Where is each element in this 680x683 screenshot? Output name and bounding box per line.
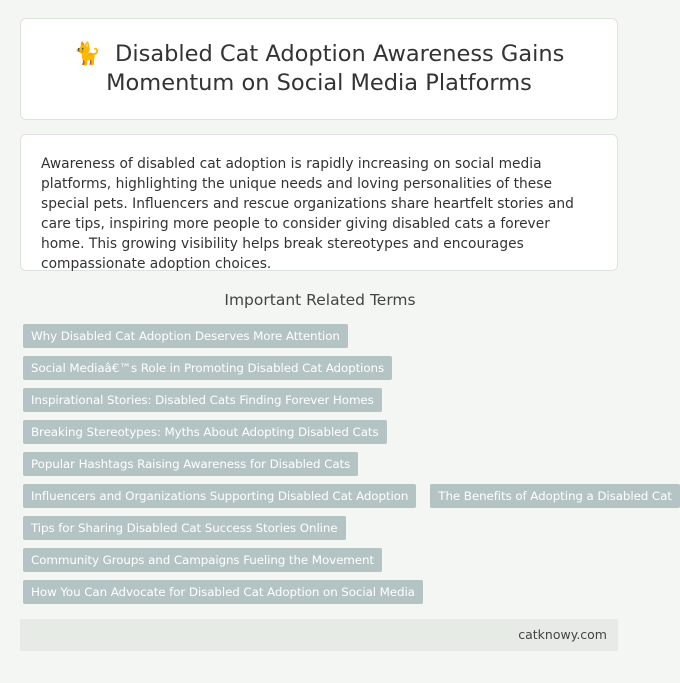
related-term-link[interactable]: Tips for Sharing Disabled Cat Success Stories Online <box>23 516 346 540</box>
tag-row <box>23 516 623 540</box>
related-term-link[interactable]: Inspirational Stories: Disabled Cats Finding Forever Homes <box>23 388 382 412</box>
cat-icon: 🐈 <box>73 42 102 67</box>
tag-row <box>23 420 623 444</box>
related-terms-heading: Important Related Terms <box>224 291 416 309</box>
tag-row <box>23 324 623 348</box>
tag-row <box>23 548 623 572</box>
related-term-link[interactable]: Influencers and Organizations Supporting Disabled Cat Adoption <box>23 484 416 508</box>
title-card <box>20 18 618 120</box>
description-card <box>20 134 618 271</box>
related-term-link[interactable]: The Benefits of Adopting a Disabled Cat <box>430 484 680 508</box>
description-text: Awareness of disabled cat adoption is rapidly increasing on social media platforms, highlighting the unique needs and loving personalities of these special pets. Influencers and rescue organizations share heartfelt stories and care tips, inspiring more people to consider giving disabled cats a forever home. This growing visibility helps break stereotypes and encourages compassionate adoption choices. <box>41 156 574 272</box>
footer <box>20 619 618 651</box>
tag-row <box>23 484 672 508</box>
tag-row <box>23 356 623 380</box>
tag-row <box>23 580 623 604</box>
tag-row <box>23 388 623 412</box>
footer-site-name: catknowy.com <box>518 627 607 642</box>
related-term-link[interactable]: Breaking Stereotypes: Myths About Adopting Disabled Cats <box>23 420 387 444</box>
related-terms-list <box>23 324 672 612</box>
related-term-link[interactable]: Popular Hashtags Raising Awareness for Disabled Cats <box>23 452 358 476</box>
related-term-link[interactable]: Community Groups and Campaigns Fueling the Movement <box>23 548 382 572</box>
tag-row <box>23 452 623 476</box>
related-term-link[interactable]: Social Mediaâ€™s Role in Promoting Disabled Cat Adoptions <box>23 356 392 380</box>
related-term-link[interactable]: Why Disabled Cat Adoption Deserves More Attention <box>23 324 348 348</box>
related-term-link[interactable]: How You Can Advocate for Disabled Cat Adoption on Social Media <box>23 580 423 604</box>
page-title-text: Disabled Cat Adoption Awareness Gains Momentum on Social Media Platforms <box>106 41 565 96</box>
page-title <box>21 40 617 98</box>
